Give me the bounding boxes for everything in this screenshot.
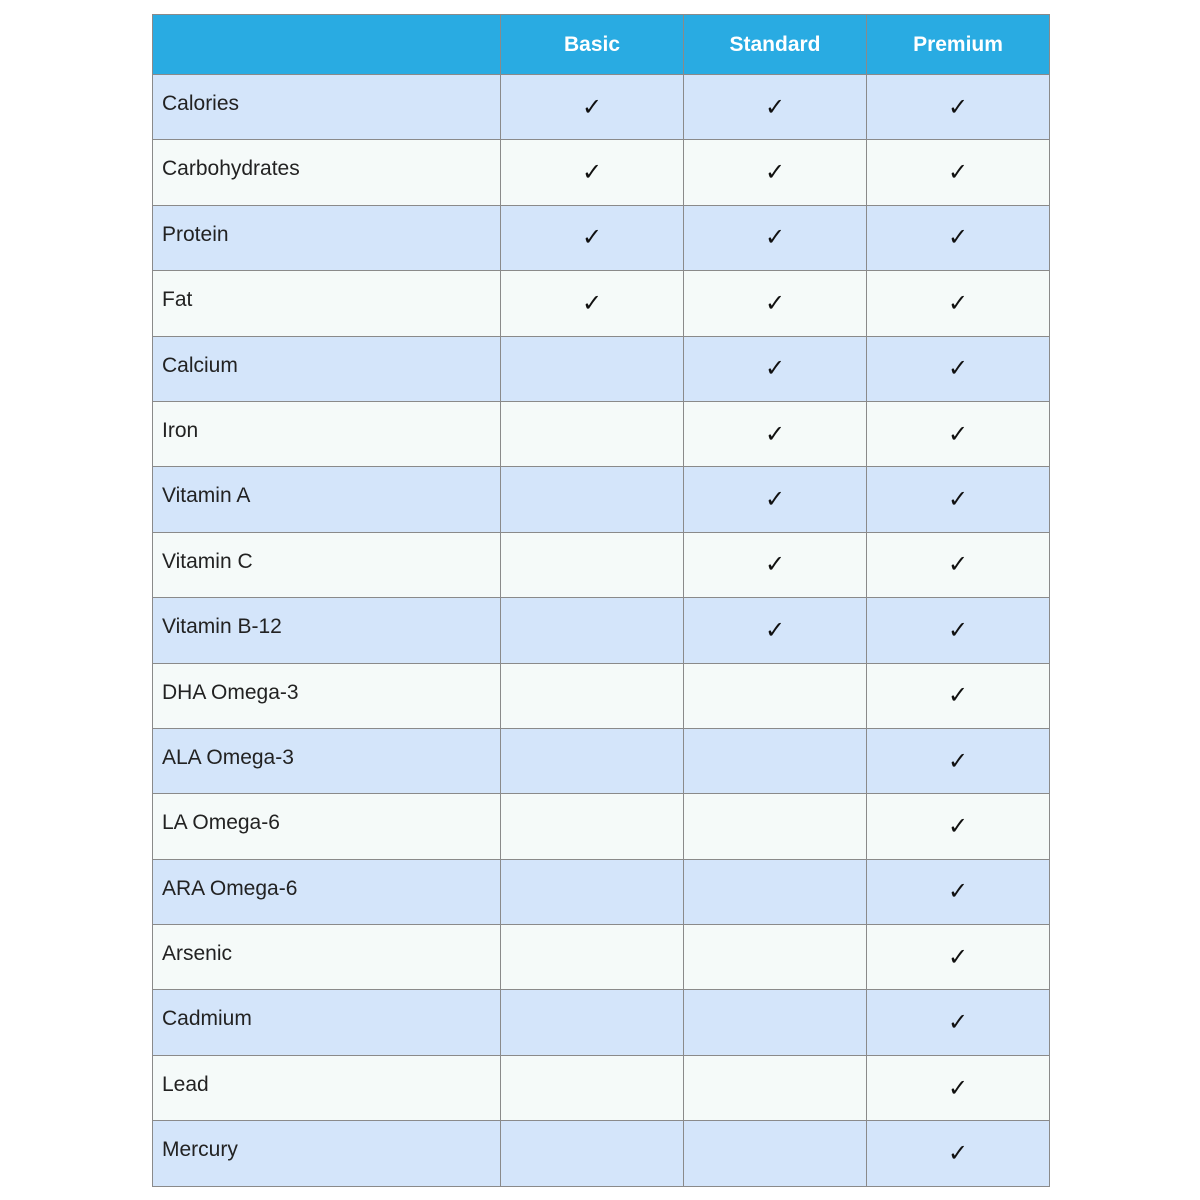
check-icon: ✓ [947,943,969,971]
nutrient-name: Arsenic [153,925,501,990]
premium-cell [867,532,1050,597]
nutrient-name: Protein [153,205,501,270]
basic-cell [501,1055,684,1120]
header-premium: Premium [867,15,1050,75]
check-icon: ✓ [947,93,969,121]
table-row [153,925,1050,990]
standard-cell [684,859,867,924]
check-icon: ✓ [947,682,969,710]
check-icon: ✓ [764,224,786,252]
table-row [153,401,1050,466]
nutrient-name: DHA Omega-3 [153,663,501,728]
nutrient-name: Cadmium [153,990,501,1055]
standard-cell [684,663,867,728]
premium-cell [867,598,1050,663]
premium-cell [867,271,1050,336]
check-icon: ✓ [947,1009,969,1037]
basic-cell [501,401,684,466]
basic-cell [501,336,684,401]
check-icon: ✓ [947,355,969,383]
table-row [153,859,1050,924]
check-icon: ✓ [764,486,786,514]
basic-cell [501,140,684,205]
standard-cell [684,532,867,597]
nutrient-name: ALA Omega-3 [153,728,501,793]
standard-cell [684,925,867,990]
standard-cell [684,401,867,466]
nutrient-name: Mercury [153,1121,501,1186]
premium-cell [867,467,1050,532]
check-icon: ✓ [947,551,969,579]
standard-cell [684,467,867,532]
check-icon: ✓ [764,355,786,383]
check-icon: ✓ [581,159,603,187]
table-row [153,467,1050,532]
check-icon: ✓ [947,1139,969,1167]
standard-cell [684,205,867,270]
check-icon: ✓ [947,420,969,448]
check-icon: ✓ [947,289,969,317]
table-row [153,598,1050,663]
basic-cell [501,532,684,597]
standard-cell [684,140,867,205]
check-icon: ✓ [947,812,969,840]
table-row [153,794,1050,859]
table-row [153,728,1050,793]
table-row [153,336,1050,401]
standard-cell [684,1055,867,1120]
premium-cell [867,75,1050,140]
table-body [153,75,1050,1187]
standard-cell [684,271,867,336]
premium-cell [867,336,1050,401]
basic-cell [501,75,684,140]
nutrient-name: Carbohydrates [153,140,501,205]
table-row [153,140,1050,205]
standard-cell [684,75,867,140]
table-row [153,205,1050,270]
nutrient-name: Calories [153,75,501,140]
check-icon: ✓ [764,616,786,644]
table-row [153,532,1050,597]
premium-cell [867,794,1050,859]
nutrient-name: LA Omega-6 [153,794,501,859]
check-icon: ✓ [764,289,786,317]
standard-cell [684,990,867,1055]
check-icon: ✓ [947,616,969,644]
nutrient-name: Calcium [153,336,501,401]
check-icon: ✓ [947,1074,969,1102]
table-row [153,663,1050,728]
check-icon: ✓ [947,159,969,187]
basic-cell [501,990,684,1055]
check-icon: ✓ [581,289,603,317]
nutrient-name: Fat [153,271,501,336]
check-icon: ✓ [947,486,969,514]
premium-cell [867,1055,1050,1120]
basic-cell [501,663,684,728]
check-icon: ✓ [764,420,786,448]
header-basic: Basic [501,15,684,75]
standard-cell [684,1121,867,1186]
header-empty-cell [153,15,501,75]
basic-cell [501,859,684,924]
nutrient-name: Vitamin C [153,532,501,597]
nutrient-name: Iron [153,401,501,466]
basic-cell [501,467,684,532]
basic-cell [501,271,684,336]
basic-cell [501,728,684,793]
check-icon: ✓ [947,224,969,252]
table-row [153,271,1050,336]
standard-cell [684,598,867,663]
premium-cell [867,1121,1050,1186]
plan-comparison-table [152,14,1050,1187]
basic-cell [501,205,684,270]
table-row [153,1055,1050,1120]
premium-cell [867,663,1050,728]
nutrient-name: Vitamin B-12 [153,598,501,663]
premium-cell [867,140,1050,205]
nutrient-name: ARA Omega-6 [153,859,501,924]
check-icon: ✓ [764,159,786,187]
table-row [153,990,1050,1055]
standard-cell [684,336,867,401]
standard-cell [684,794,867,859]
premium-cell [867,925,1050,990]
premium-cell [867,401,1050,466]
check-icon: ✓ [764,93,786,121]
check-icon: ✓ [947,878,969,906]
basic-cell [501,794,684,859]
basic-cell [501,925,684,990]
standard-cell [684,728,867,793]
nutrient-name: Lead [153,1055,501,1120]
table-row [153,1121,1050,1186]
nutrient-name: Vitamin A [153,467,501,532]
check-icon: ✓ [947,747,969,775]
header-standard: Standard [684,15,867,75]
premium-cell [867,990,1050,1055]
check-icon: ✓ [581,224,603,252]
premium-cell [867,728,1050,793]
table-row [153,75,1050,140]
basic-cell [501,1121,684,1186]
premium-cell [867,859,1050,924]
premium-cell [867,205,1050,270]
header-row [153,15,1050,75]
check-icon: ✓ [764,551,786,579]
basic-cell [501,598,684,663]
check-icon: ✓ [581,93,603,121]
